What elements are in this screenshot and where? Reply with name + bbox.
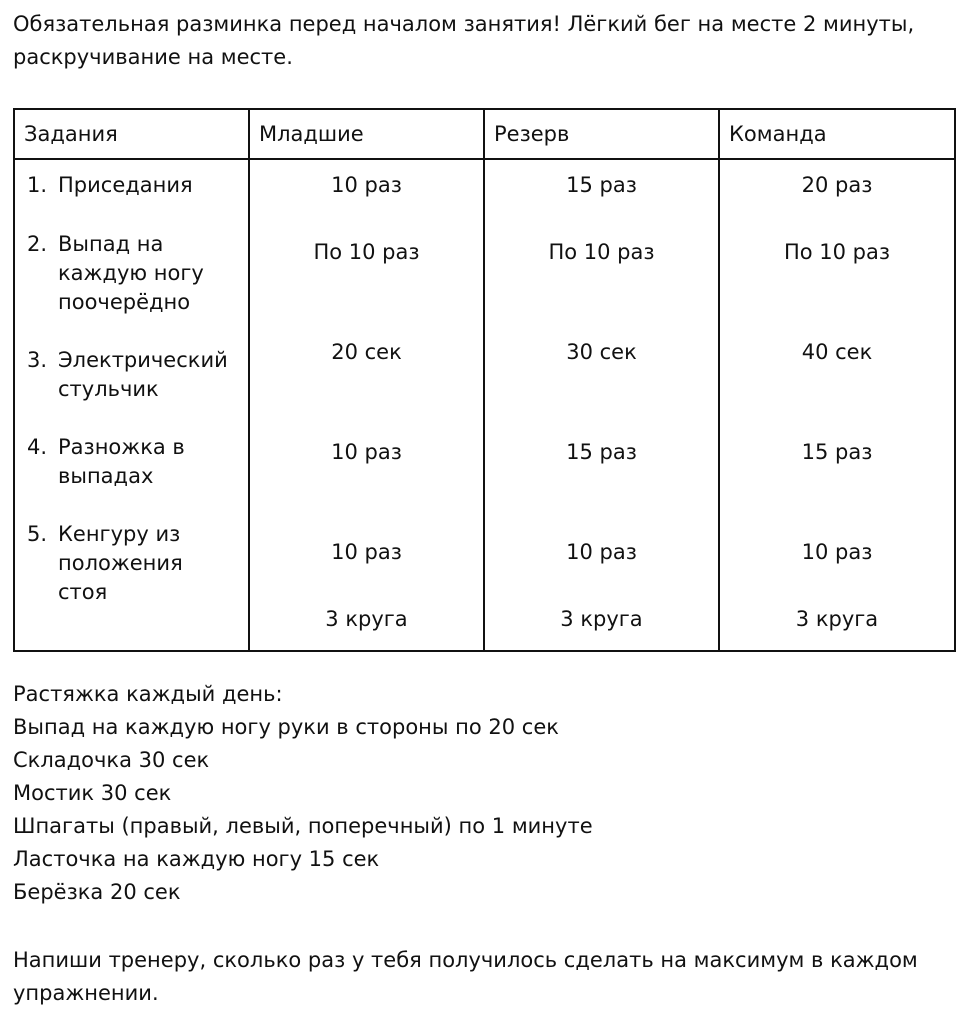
rounds-value: 3 круга	[795, 607, 879, 631]
header-reserve: Резерв	[484, 109, 719, 159]
task-label-line: поочерёдно	[58, 290, 191, 314]
task-label-line: стульчик	[58, 377, 159, 401]
task-label-line: Выпад на	[58, 232, 164, 256]
value: 10 раз	[566, 540, 637, 564]
value: 30 сек	[566, 340, 637, 364]
task-label-line: выпадах	[58, 464, 154, 488]
task-number: 5.	[27, 522, 48, 546]
stretching-item: Шпагаты (правый, левый, поперечный) по 1 минуте	[13, 814, 593, 838]
table-header-row	[14, 109, 955, 159]
task-label-line: стоя	[58, 580, 108, 604]
stretching-item: Мостик 30 сек	[13, 781, 172, 805]
value: 15 раз	[566, 173, 637, 197]
task-label	[58, 433, 248, 491]
header-tasks: Задания	[14, 109, 249, 159]
task-label-line: Разножка в	[58, 435, 185, 459]
juniors-cell	[249, 159, 484, 651]
stretching-item: Складочка 30 сек	[13, 748, 210, 772]
exercise-table	[13, 108, 956, 652]
closing-text	[13, 944, 963, 1010]
value: 10 раз	[801, 540, 873, 564]
value: По 10 раз	[313, 240, 420, 264]
task-label-line: положения	[58, 551, 183, 575]
task-number: 1.	[27, 173, 48, 197]
stretching-title: Растяжка каждый день:	[13, 682, 283, 706]
intro-text	[13, 8, 963, 74]
tasks-cell	[14, 159, 249, 651]
value: 10 раз	[331, 440, 402, 464]
value: 10 раз	[331, 173, 402, 197]
rounds-value: 3 круга	[560, 607, 643, 631]
value: 15 раз	[801, 440, 873, 464]
task-label	[58, 171, 248, 200]
value: 20 раз	[801, 173, 873, 197]
value: По 10 раз	[783, 240, 891, 264]
task-label-line: Кенгуру из	[58, 522, 181, 546]
value: По 10 раз	[548, 240, 655, 264]
team-cell	[719, 159, 955, 651]
task-label	[58, 346, 248, 404]
stretching-item: Выпад на каждую ногу руки в стороны по 20 сек	[13, 715, 559, 739]
intro-line-2: раскручивание на месте.	[13, 45, 293, 69]
task-label	[58, 230, 248, 317]
header-team: Команда	[719, 109, 955, 159]
intro-line-1: Обязательная разминка перед началом занятия! Лёгкий бег на месте 2 минуты,	[13, 12, 915, 36]
task-number: 4.	[27, 435, 48, 459]
task-number: 2.	[27, 232, 48, 256]
value: 15 раз	[566, 440, 637, 464]
closing-line-2: упражнении.	[13, 981, 159, 1005]
closing-line-1: Напиши тренеру, сколько раз у тебя получилось сделать на максимум в каждом	[13, 948, 918, 972]
value: 10 раз	[331, 540, 402, 564]
task-number: 3.	[27, 348, 48, 372]
reserve-cell	[484, 159, 719, 651]
rounds-value: 3 круга	[325, 607, 408, 631]
stretching-item: Берёзка 20 сек	[13, 880, 181, 904]
value: 20 сек	[331, 340, 402, 364]
task-label-line: каждую ногу	[58, 261, 204, 285]
stretching-item: Ласточка на каждую ногу 15 сек	[13, 847, 380, 871]
header-juniors: Младшие	[249, 109, 484, 159]
stretching-section	[13, 678, 593, 909]
task-label-line: Электрический	[58, 348, 228, 372]
task-label	[58, 520, 248, 607]
table-body-row	[14, 159, 955, 651]
task-label-line: Приседания	[58, 173, 193, 197]
value: 40 сек	[801, 340, 873, 364]
